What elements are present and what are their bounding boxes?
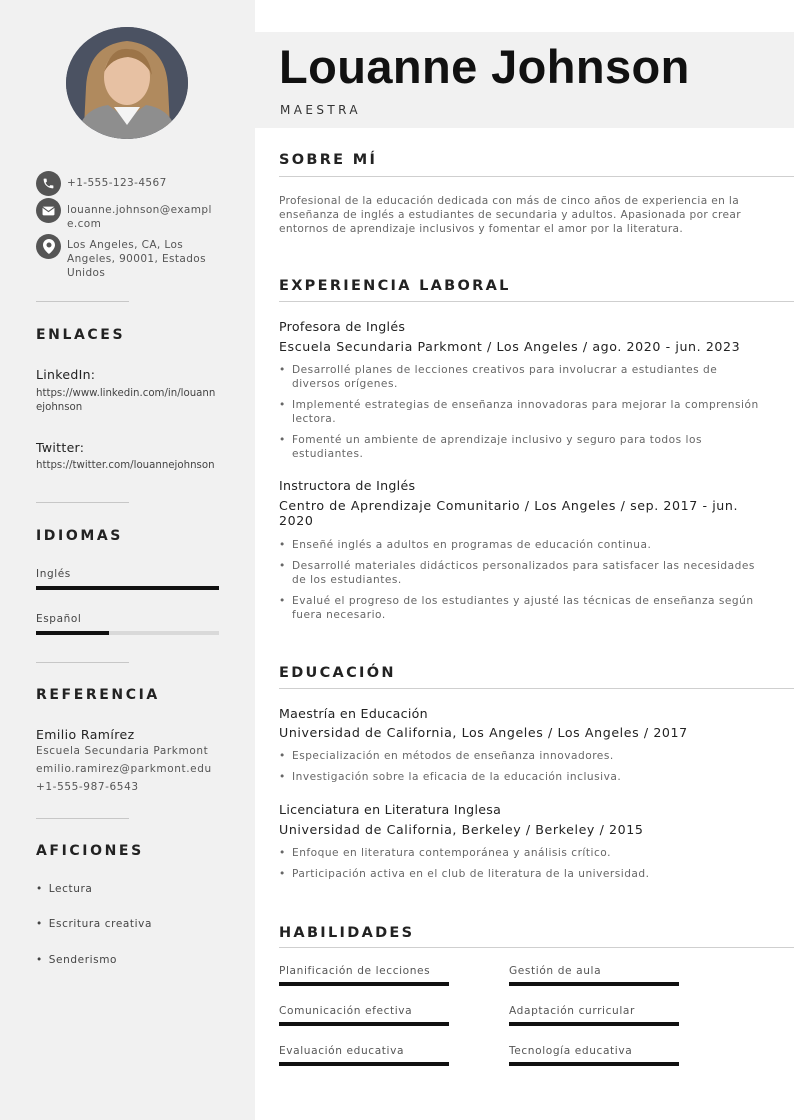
twitter-link[interactable]: https://twitter.com/louannejohnson	[36, 460, 215, 471]
experience-subtitle: Centro de Aprendizaje Comunitario / Los Angeles / sep. 2017 - jun. 2020	[279, 498, 739, 528]
education-heading: EDUCACIÓN	[279, 665, 396, 681]
location-pin-icon	[36, 234, 61, 259]
skill-level-bar	[509, 1062, 679, 1066]
about-text: Profesional de la educación dedicada con más de cinco años de experiencia en la enseñanza de inglés a estudiantes de secundaria y adultos. Apasionada por crear entornos de aprendizaje inclusivos y fomentar el amor por la literatura.	[279, 195, 741, 235]
hobbies-heading: AFICIONES	[36, 843, 144, 859]
bullet-item: • Desarrollé planes de lecciones creativos para involucrar a estudiantes de diversos orígenes.	[279, 363, 769, 391]
experience-title: Instructora de Inglés	[279, 478, 416, 493]
bullet-item: • Investigación sobre la eficacia de la educación inclusiva.	[279, 770, 769, 784]
languages-heading: IDIOMAS	[36, 528, 123, 544]
reference-company: Escuela Secundaria Parkmont	[36, 745, 209, 757]
experience-title: Profesora de Inglés	[279, 319, 406, 334]
about-heading: SOBRE MÍ	[279, 152, 378, 168]
contact-email	[36, 198, 226, 231]
skill-level-fill	[279, 982, 449, 986]
skill-label: Tecnología educativa	[509, 1045, 633, 1057]
full-name: Louanne Johnson	[279, 40, 690, 93]
phone-text: +1-555-123-4567	[67, 177, 167, 189]
bullet-item: • Participación activa en el club de literatura de la universidad.	[279, 867, 769, 881]
skill-level-bar	[279, 1022, 449, 1026]
sidebar-divider	[36, 662, 129, 663]
skill-level-fill	[509, 1062, 679, 1066]
sidebar-divider	[36, 818, 129, 819]
education-subtitle: Universidad de California, Los Angeles / Los Angeles / 2017	[279, 725, 688, 740]
reference-email[interactable]: emilio.ramirez@parkmont.edu	[36, 763, 212, 775]
address-text: Los Angeles, CA, Los Angeles, 90001, Estados Unidos	[67, 239, 206, 279]
reference-heading: REFERENCIA	[36, 687, 160, 703]
bullet-item: • Especialización en métodos de enseñanza innovadores.	[279, 749, 769, 763]
job-title: MAESTRA	[280, 103, 361, 117]
skill-label: Planificación de lecciones	[279, 965, 431, 977]
profile-photo	[66, 27, 188, 139]
skill-level-bar	[509, 982, 679, 986]
language-label: Inglés	[36, 568, 71, 580]
contact-phone	[36, 171, 226, 196]
linkedin-label: LinkedIn:	[36, 367, 96, 382]
bullet-item: • Enfoque en literatura contemporánea y análisis crítico.	[279, 846, 769, 860]
hobby-item: • Lectura	[36, 883, 92, 895]
reference-phone: +1-555-987-6543	[36, 781, 139, 793]
sidebar-divider	[36, 301, 129, 302]
skill-level-bar	[279, 1062, 449, 1066]
twitter-label: Twitter:	[36, 440, 85, 455]
contact-address	[36, 234, 226, 280]
skill-level-fill	[509, 1022, 679, 1026]
language-level-bar	[36, 586, 219, 590]
education-title: Licenciatura en Literatura Inglesa	[279, 802, 502, 817]
linkedin-link[interactable]: https://www.linkedin.com/in/louannejohnson	[36, 388, 216, 413]
skill-level-bar	[279, 982, 449, 986]
experience-bullets	[279, 538, 769, 629]
language-level-fill	[36, 586, 219, 590]
education-subtitle: Universidad de California, Berkeley / Berkeley / 2015	[279, 822, 644, 837]
education-title: Maestría en Educación	[279, 706, 428, 721]
email-text: louanne.johnson@example.com	[67, 204, 212, 230]
sidebar	[0, 0, 255, 1120]
skill-label: Evaluación educativa	[279, 1045, 405, 1057]
mail-icon	[36, 198, 61, 223]
bullet-item: • Enseñé inglés a adultos en programas de educación continua.	[279, 538, 769, 552]
education-bullets	[279, 846, 769, 888]
section-divider	[279, 301, 794, 302]
skill-label: Comunicación efectiva	[279, 1005, 413, 1017]
language-label: Español	[36, 613, 82, 625]
experience-subtitle: Escuela Secundaria Parkmont / Los Angeles / ago. 2020 - jun. 2023	[279, 339, 741, 354]
sidebar-divider	[36, 502, 129, 503]
skill-level-fill	[279, 1022, 449, 1026]
language-level-bar	[36, 631, 219, 635]
language-level-fill	[36, 631, 109, 635]
phone-icon	[36, 171, 61, 196]
skill-level-fill	[509, 982, 679, 986]
experience-bullets	[279, 363, 769, 468]
section-divider	[279, 176, 794, 177]
education-bullets	[279, 749, 769, 791]
bullet-item: • Fomenté un ambiente de aprendizaje inclusivo y seguro para todos los estudiantes.	[279, 433, 769, 461]
portrait-image	[66, 27, 188, 139]
skill-label: Gestión de aula	[509, 965, 602, 977]
hobby-item: • Senderismo	[36, 954, 117, 966]
hobby-item: • Escritura creativa	[36, 918, 152, 930]
experience-heading: EXPERIENCIA LABORAL	[279, 278, 511, 294]
section-divider	[279, 688, 794, 689]
skill-label: Adaptación curricular	[509, 1005, 635, 1017]
skills-heading: HABILIDADES	[279, 925, 415, 941]
skill-level-bar	[509, 1022, 679, 1026]
bullet-item: • Evalué el progreso de los estudiantes y ajusté las técnicas de enseñanza según fuera necesario.	[279, 594, 769, 622]
bullet-item: • Desarrollé materiales didácticos personalizados para satisfacer las necesidades de los estudiantes.	[279, 559, 769, 587]
bullet-item: • Implementé estrategias de enseñanza innovadoras para mejorar la comprensión lectora.	[279, 398, 769, 426]
links-heading: ENLACES	[36, 327, 126, 343]
skill-level-fill	[279, 1062, 449, 1066]
reference-name: Emilio Ramírez	[36, 727, 135, 742]
section-divider	[279, 947, 794, 948]
